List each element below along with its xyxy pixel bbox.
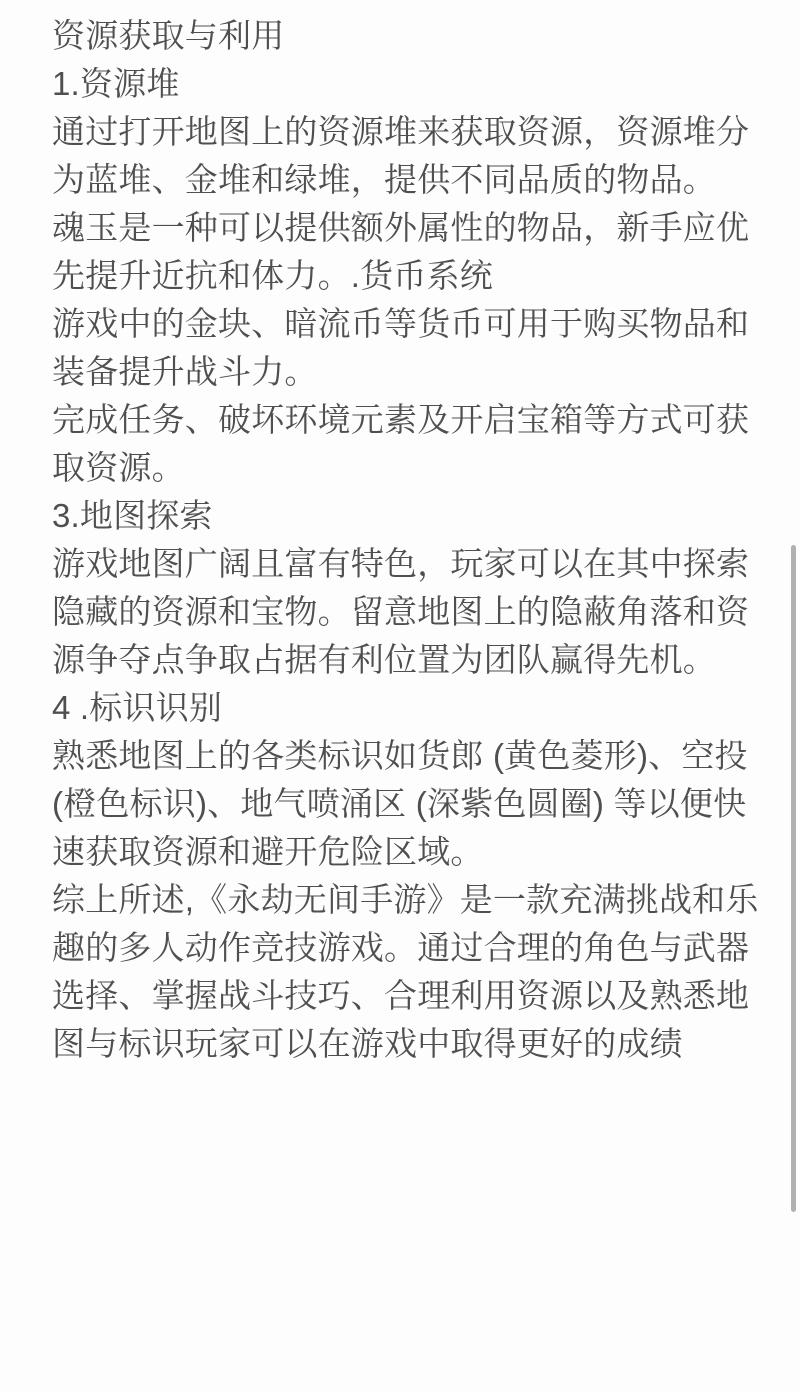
- text-line: 选择、掌握战斗技巧、合理利用资源以及熟悉地: [52, 977, 750, 1014]
- text-line: 速获取资源和避开危险区域。: [52, 833, 484, 870]
- text-line: 魂玉是一种可以提供额外属性的物品，新手应优: [52, 209, 750, 246]
- text-line: 完成任务、破坏环境元素及开启宝箱等方式可获: [52, 401, 750, 438]
- text-line: (橙色标识)、地气喷涌区 (深紫色圆圈) 等以便快: [52, 785, 747, 822]
- text-line: 游戏中的金块、暗流币等货币可用于购买物品和: [52, 305, 750, 342]
- heading-resource-pile: 1.资源堆: [52, 65, 180, 102]
- text-line: 趣的多人动作竞技游戏。通过合理的角色与武器: [52, 929, 750, 966]
- text-line: 综上所述,《永劫无间手游》是一款充满挑战和乐: [52, 881, 759, 918]
- text-line: 熟悉地图上的各类标识如货郎 (黄色菱形)、空投: [52, 737, 748, 774]
- text-line: 图与标识玩家可以在游戏中取得更好的成绩: [52, 1025, 683, 1062]
- heading-map-exploration: 3.地图探索: [52, 497, 213, 534]
- text-line: 装备提升战斗力。: [52, 353, 318, 390]
- text-line: 源争夺点争取占据有利位置为团队赢得先机。: [52, 641, 716, 678]
- text-line: 游戏地图广阔且富有特色，玩家可以在其中探索: [52, 545, 750, 582]
- text-line: 取资源。: [52, 449, 185, 486]
- text-line: 为蓝堆、金堆和绿堆，提供不同品质的物品。: [52, 161, 716, 198]
- text-line: 先提升近抗和体力。.货币系统: [52, 257, 493, 294]
- text-line: 通过打开地图上的资源堆来获取资源，资源堆分: [52, 113, 750, 150]
- vertical-scrollbar-thumb[interactable]: [791, 545, 796, 1212]
- section-title: 资源获取与利用: [52, 17, 285, 54]
- heading-marker-recognition: 4 .标识识别: [52, 689, 223, 726]
- text-line: 隐藏的资源和宝物。留意地图上的隐蔽角落和资: [52, 593, 750, 630]
- article-text: [52, 12, 762, 1068]
